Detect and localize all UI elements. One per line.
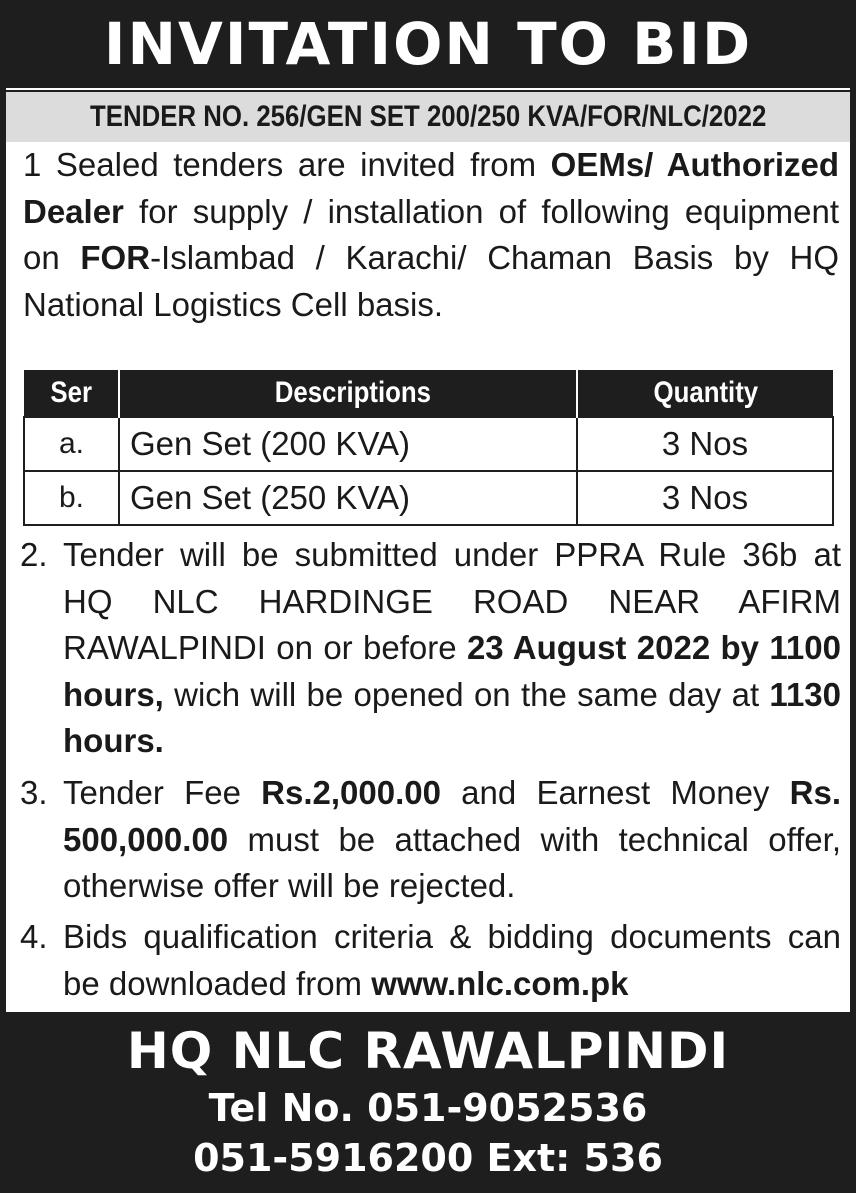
p3-body [63,770,841,910]
telephone-1: Tel No. 051-9052536 [208,1086,648,1130]
table-header-row [24,370,833,417]
tender-number: TENDER NO. 256/GEN SET 200/250 KVA/FOR/NLC/2022 [89,100,767,133]
p2-text-b: 23 August 2022 by 1100 hours, [63,629,841,713]
cell-description: Gen Set (200 KVA) [119,417,577,471]
cell-ser: a. [24,417,119,471]
p2-text-a: Tender will be submitted under PPRA Rule 36b at HQ NLC HARDINGE ROAD NEAR AFIRM RAWALPINDI on or before [63,536,841,666]
header-desc-label: Descriptions [274,376,432,409]
p3-text-b: Rs.2,000.00 [261,774,441,811]
p4-body [63,914,841,1007]
p1-text-b: OEMs/ Authorized Dealer [23,146,840,230]
p1-text-c: for supply / installation of following equipment on [23,192,839,276]
table-row [24,417,833,471]
header-descriptions [119,370,577,417]
p4-text-a: Bids qualification criteria & bidding documents can be downloaded from [63,918,841,1002]
organization-name: HQ NLC RAWALPINDI [126,1022,730,1080]
telephone-2: 051-5916200 Ext: 536 [193,1136,663,1180]
p3-text-a: Tender Fee [63,774,262,811]
header-ser-label: Ser [50,376,92,409]
cell-description: Gen Set (250 KVA) [119,471,577,525]
tender-number-bar [6,90,850,142]
p2-text-d: 1130 hours. [63,675,841,759]
page-title: INVITATION TO BID [103,10,753,78]
p2-body [63,532,841,765]
header-ser [24,370,119,417]
website-link[interactable]: www.nlc.com.pk [371,964,629,1002]
cell-ser: b. [24,471,119,525]
paragraph-1 [23,142,839,328]
p2-text-c: wich will be opened on the same day at [163,675,770,713]
p1-text-e: -Islambad / Karachi/ Chaman Basis by HQ National Logistics Cell basis. [23,239,839,323]
footer-banner [0,1012,856,1193]
p1-text-d: FOR [80,239,151,276]
p1-text-a: 1 Sealed tenders are invited from [23,146,551,183]
cell-quantity: 3 Nos [577,471,833,525]
p4-number: 4. [20,918,48,955]
header-qty-label: Quantity [653,376,758,409]
content-area [6,88,850,1012]
header-banner [0,0,856,88]
p3-text-c: and Earnest Money [440,774,790,811]
p3-text-d: Rs. 500,000.00 [63,774,841,858]
header-quantity [577,370,833,417]
p2-number: 2. [20,536,48,573]
table-row [24,471,833,525]
cell-quantity: 3 Nos [577,417,833,471]
equipment-table [23,370,834,526]
p3-number: 3. [20,774,48,811]
p3-text-e: must be attached with technical offer, otherwise offer will be rejected. [63,820,841,904]
